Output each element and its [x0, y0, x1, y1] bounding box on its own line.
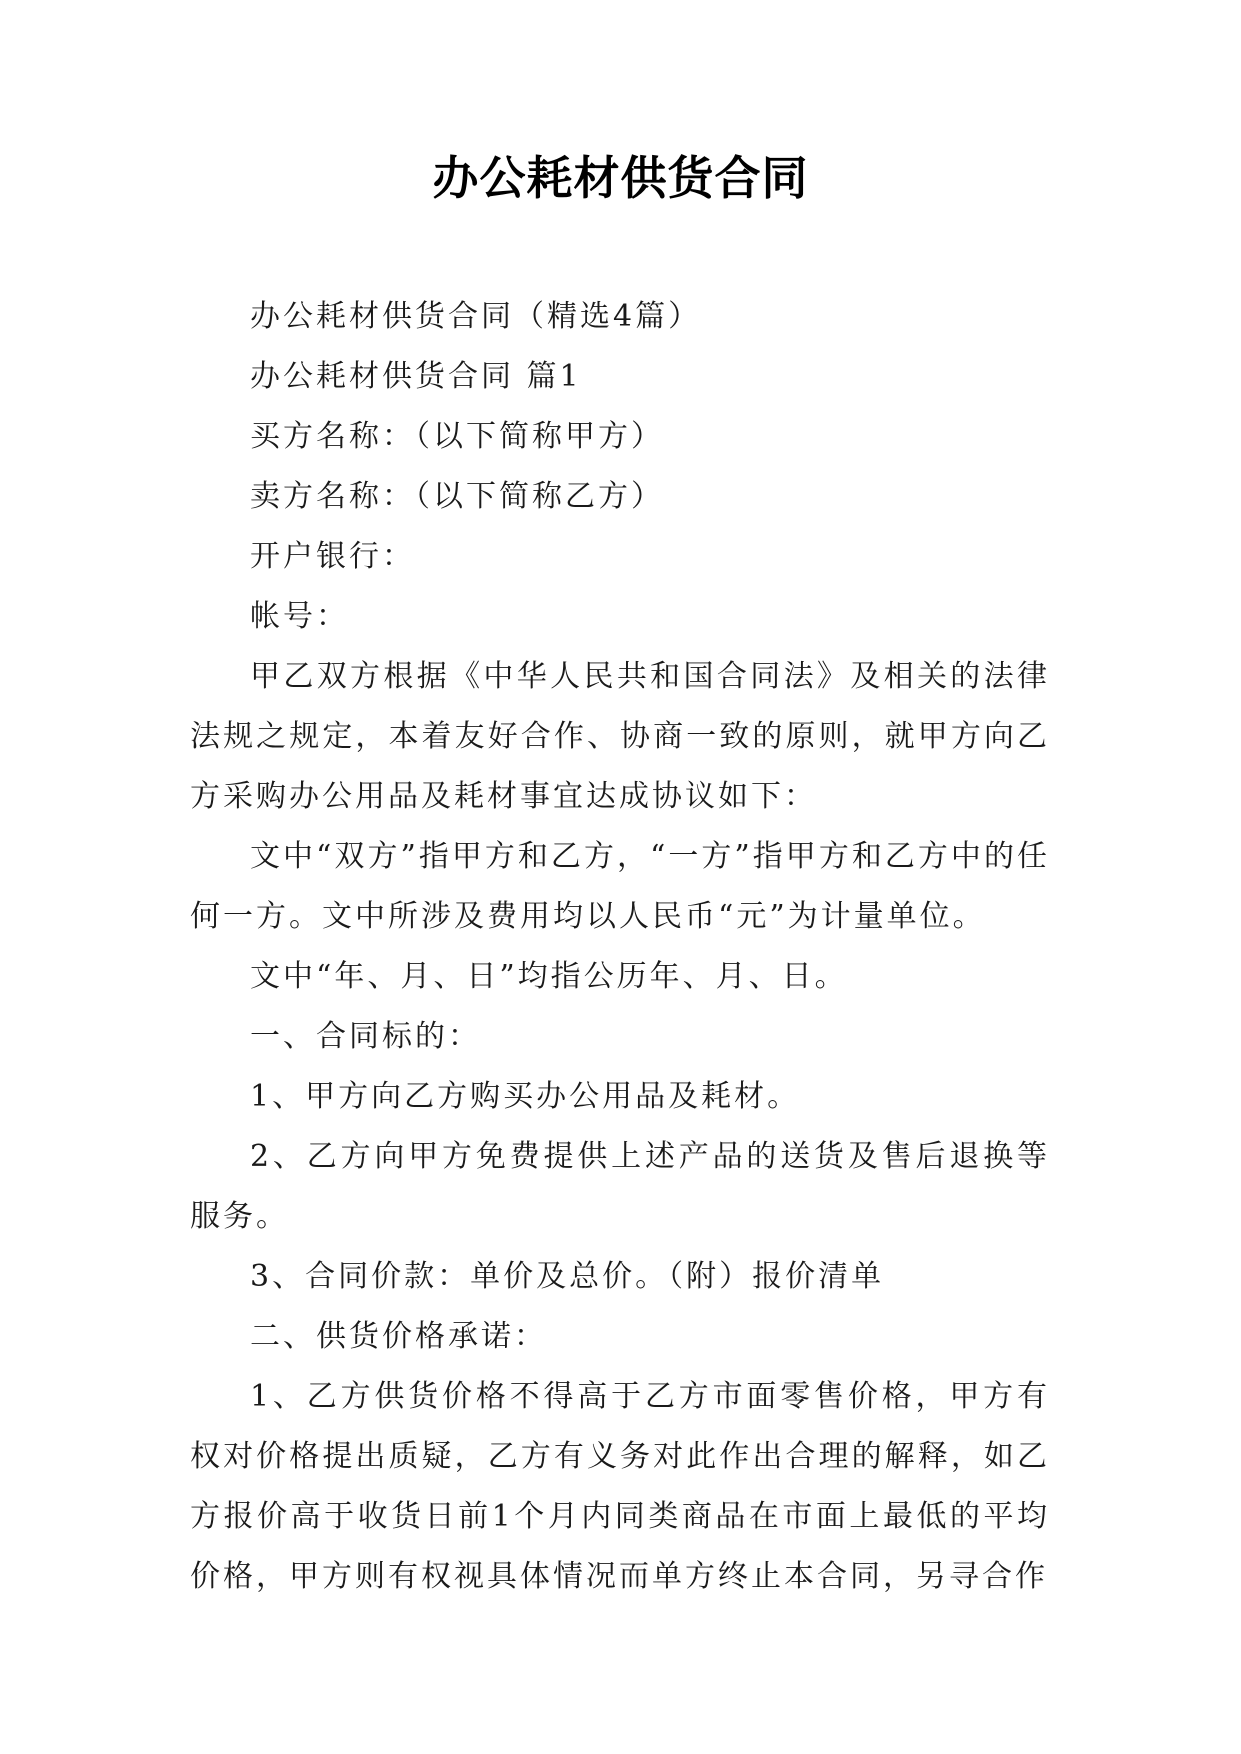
paragraph-definitions: 文中“双方”指甲方和乙方，“一方”指甲方和乙方中的任何一方。文中所涉及费用均以人民币“元”为计量单位。	[190, 839, 1050, 934]
paragraph-clause-1-heading: 一、合同标的：	[250, 1019, 481, 1054]
paragraph-clause-1-item-1: 1、甲方向乙方购买办公用品及耗材。	[250, 1079, 801, 1114]
document-title: 办公耗材供货合同	[432, 151, 809, 205]
paragraph-buyer-name: 买方名称：（以下简称甲方）	[250, 419, 664, 454]
paragraph-clause-2-item-1: 1、乙方供货价格不得高于乙方市面零售价格，甲方有权对价格提出质疑，乙方有义务对此作出合理的解释，如乙方报价高于收货日前1个月内同类商品在市面上最低的平均价格，甲方则有权视具体情况而单方终止本合同，另寻合作	[190, 1379, 1050, 1594]
paragraph-preamble: 甲乙双方根据《中华人民共和国合同法》及相关的法律法规之规定，本着友好合作、协商一致的原则，就甲方向乙方采购办公用品及耗材事宜达成协议如下：	[190, 659, 1050, 814]
paragraph-clause-1-item-3: 3、合同价款：单价及总价。（附）报价清单	[250, 1259, 885, 1294]
document-body	[190, 287, 1050, 1607]
paragraph-seller-name: 卖方名称：（以下简称乙方）	[250, 479, 664, 514]
paragraph-clause-2-heading: 二、供货价格承诺：	[250, 1319, 547, 1354]
paragraph-section-heading: 办公耗材供货合同 篇1	[250, 359, 582, 394]
paragraph-date-definition: 文中“年、月、日”均指公历年、月、日。	[250, 959, 848, 994]
paragraph-account: 帐号：	[250, 599, 349, 634]
paragraph-bank: 开户银行：	[250, 539, 415, 574]
paragraph-clause-1-item-2: 2、乙方向甲方免费提供上述产品的送货及售后退换等服务。	[190, 1139, 1050, 1234]
paragraph-subtitle: 办公耗材供货合同（精选4篇）	[250, 299, 702, 334]
